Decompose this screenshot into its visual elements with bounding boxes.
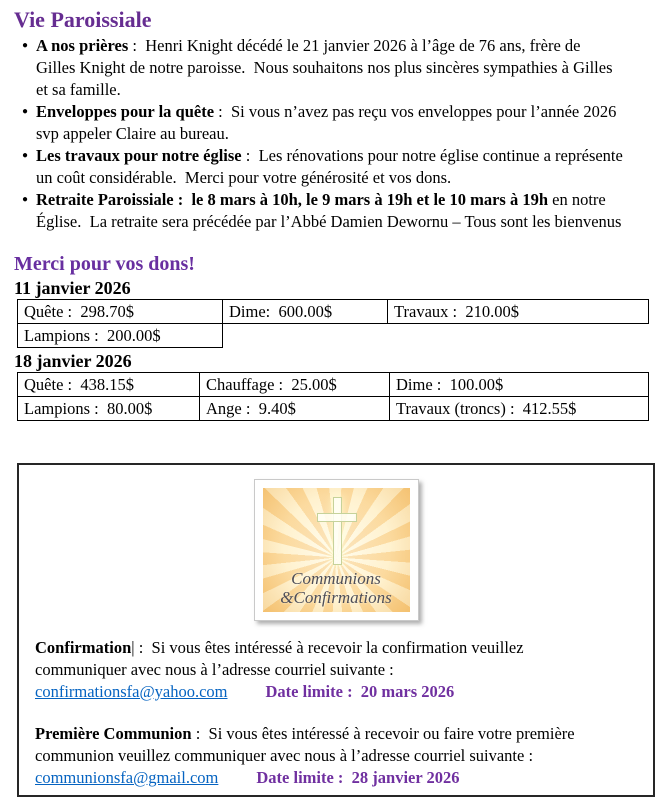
list-item-label: A nos prières — [36, 36, 129, 55]
list-item-line: A nos prières : Henri Knight décédé le 21 janvier 2026 à l’âge de 76 ans, frère de — [36, 36, 581, 55]
table-row — [18, 324, 649, 348]
sacraments-box — [17, 463, 655, 797]
paragraph-line — [35, 767, 637, 789]
communion-paragraph — [35, 723, 637, 789]
confirmation-email-link[interactable]: confirmationsfa@yahoo.com — [35, 682, 228, 701]
bullet-icon: ● — [22, 150, 29, 161]
confirmation-label: Confirmation — [35, 638, 132, 657]
communion-deadline: Date limite : 28 janvier 2026 — [256, 768, 460, 787]
donations-table-jan18 — [17, 372, 649, 421]
table-row — [18, 373, 649, 397]
list-item — [22, 35, 667, 101]
cross-icon — [333, 497, 342, 565]
list-item-line: un coût considérable. Merci pour votre générosité et vos dons. — [36, 168, 452, 187]
donation-date-heading: 11 janvier 2026 — [14, 278, 131, 298]
paragraph-line: communiquer avec nous à l’adresse courriel suivante : — [35, 660, 394, 679]
page-title: Vie Paroissiale — [14, 7, 152, 32]
communion-label: Première Communion — [35, 724, 192, 743]
table-cell: Quête : 298.70$ — [18, 300, 223, 324]
table-cell: Quête : 438.15$ — [18, 373, 200, 397]
list-item-label: Les travaux pour notre église — [36, 146, 242, 165]
paragraph-line — [35, 681, 637, 703]
list-item-line: Église. La retraite sera précédée par l’Abbé Damien Dewornu – Tous sont les bienvenus — [36, 212, 622, 231]
donation-date-heading: 18 janvier 2026 — [14, 351, 132, 371]
table-cell: Chauffage : 25.00$ — [200, 373, 390, 397]
list-item-line: Retraite Paroissiale : le 8 mars à 10h, le 9 mars à 19h et le 10 mars à 19h en notre — [36, 190, 606, 209]
table-row — [18, 397, 649, 421]
table-cell: Ange : 9.40$ — [200, 397, 390, 421]
bullet-icon: ● — [22, 40, 29, 51]
paragraph-line: Confirmation| : Si vous êtes intéressé à recevoir la confirmation veuillez — [35, 638, 524, 657]
confirmation-paragraph — [35, 637, 637, 703]
communion-email-link[interactable]: communionsfa@gmail.com — [35, 768, 219, 787]
table-cell: Travaux : 210.00$ — [388, 300, 649, 324]
confirmation-deadline: Date limite : 20 mars 2026 — [265, 682, 455, 701]
list-item-label: Enveloppes pour la quête — [36, 102, 215, 121]
donations-table-jan11 — [17, 299, 649, 348]
table-cell: Dime: 600.00$ — [223, 300, 388, 324]
list-item-line: Gilles Knight de notre paroisse. Nous souhaitons nos plus sincères sympathies à Gilles — [36, 58, 613, 77]
table-cell-empty — [223, 324, 649, 348]
list-item-line: Enveloppes pour la quête : Si vous n’avez pas reçu vos enveloppes pour l’année 2026 — [36, 102, 617, 121]
communions-confirmations-image — [254, 479, 419, 621]
cross-icon — [317, 513, 357, 522]
paragraph-line: communion veuillez communiquer avec nous à l’adresse courriel suivante : — [35, 746, 534, 765]
list-item-line: svp appeler Claire au bureau. — [36, 124, 229, 143]
table-cell: Travaux (troncs) : 412.55$ — [390, 397, 649, 421]
donations-heading: Merci pour vos dons! — [14, 253, 195, 275]
table-row — [18, 300, 649, 324]
list-item — [22, 145, 667, 189]
table-cell: Dime : 100.00$ — [390, 373, 649, 397]
list-item-line: et sa famille. — [36, 80, 121, 99]
list-item — [22, 189, 667, 233]
table-cell: Lampions : 80.00$ — [18, 397, 200, 421]
text-cursor: | — [131, 638, 135, 657]
bullet-icon: ● — [22, 106, 29, 117]
image-caption: Communions &Confirmations — [280, 569, 392, 607]
paragraph-line: Première Communion : Si vous êtes intéressé à recevoir ou faire votre première — [35, 724, 575, 743]
parish-bulletin-page — [0, 8, 667, 797]
bullet-icon: ● — [22, 194, 29, 205]
list-item-label: Retraite Paroissiale : le 8 mars à 10h, le 9 mars à 19h et le 10 mars à 19h — [36, 190, 549, 209]
list-item-line: Les travaux pour notre église : Les rénovations pour notre église continue a représente — [36, 146, 623, 165]
sunburst-background — [263, 488, 410, 612]
table-cell: Lampions : 200.00$ — [18, 324, 223, 348]
parish-life-list — [22, 35, 667, 233]
list-item — [22, 101, 667, 145]
